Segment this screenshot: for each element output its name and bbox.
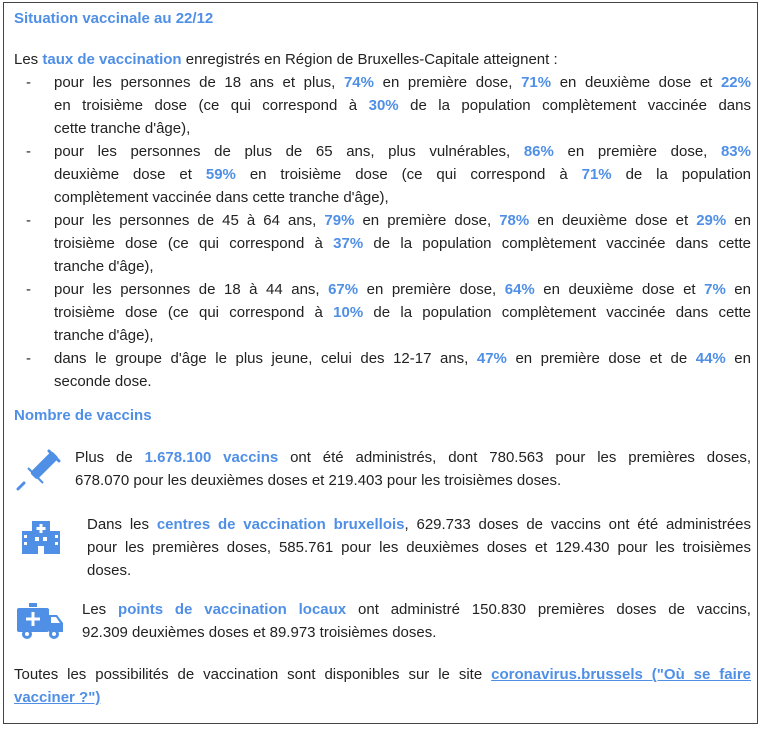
list-item-3-line-1: pour les personnes de 45 à 64 ans, 79% en première dose, 78% en deuxième dose et 29% en [54,212,751,229]
highlight: 71% [521,74,552,91]
coronavirus-brussels-link-continued[interactable]: vacciner ?") [14,689,101,706]
intro-line: Les taux de vaccination enregistrés en Région de Bruxelles-Capitale atteignent : [14,51,558,68]
vaccination-document [3,2,758,724]
highlight: centres de vaccination bruxellois [156,516,405,533]
highlight: 22% [720,74,751,91]
highlight: 47% [476,350,507,367]
highlight: 7% [704,281,726,298]
highlight: 64% [504,281,535,298]
footer-line-2 [14,689,100,706]
ambulance-line-2: 92.309 deuxièmes doses et 89.973 troisièmes doses. [82,624,437,641]
situation-title: Situation vaccinale au 22/12 [14,10,214,27]
highlight: 59% [205,166,236,183]
highlight: 67% [328,281,359,298]
list-item-1-line-1: pour les personnes de 18 ans et plus, 74% en première dose, 71% en deuxième dose et 22% [54,74,751,91]
highlight: 1.678.100 vaccins [144,449,279,466]
ambulance-line-1: Les points de vaccination locaux ont administré 150.830 premières doses de vaccins, [82,601,751,618]
list-dash: - [26,143,31,160]
list-item-4-line-3: tranche d'âge), [54,327,154,344]
list-dash: - [26,281,31,298]
highlight: 30% [368,97,399,114]
list-item-2-line-1: pour les personnes de plus de 65 ans, plus vulnérables, 86% en première dose, 83% [54,143,751,160]
list-dash: - [26,212,31,229]
list-item-5-line-2: seconde dose. [54,373,152,390]
list-item-2-line-2: deuxième dose et 59% en troisième dose (ce qui correspond à 71% de la population [54,166,752,183]
highlight: 71% [581,166,612,183]
list-dash: - [26,74,31,91]
coronavirus-brussels-link[interactable]: coronavirus.brussels ("Où se faire [491,666,751,683]
list-item-4-line-1: pour les personnes de 18 à 44 ans, 67% en première dose, 64% en deuxième dose et 7% en [54,281,751,298]
highlight: 37% [333,235,364,252]
syringe-line-2: 678.070 pour les deuxièmes doses et 219.403 pour les troisièmes doses. [75,472,562,489]
highlight: points de vaccination locaux [118,601,347,618]
vaccins-title: Nombre de vaccins [14,407,152,424]
list-item-3-line-3: tranche d'âge), [54,258,154,275]
list-item-4-line-2: troisième dose (ce qui correspond à 10% de la population complètement vaccinée dans cette [54,304,751,321]
footer-line-1: Toutes les possibilités de vaccination sont disponibles sur le site coronavirus.brussels ("Où se faire [14,666,751,683]
highlight: 83% [720,143,751,160]
highlight: taux de vaccination [42,51,182,68]
highlight: 29% [696,212,727,229]
syringe-icon [16,449,62,491]
building-line-3: doses. [87,562,132,579]
list-item-5-line-1: dans le groupe d'âge le plus jeune, celui des 12-17 ans, 47% en première dose et de 44% en [54,350,751,367]
highlight: 74% [343,74,374,91]
highlight: 44% [695,350,726,367]
syringe-line-1: Plus de 1.678.100 vaccins ont été administrés, dont 780.563 pour les premières doses, [75,449,751,466]
highlight: 78% [499,212,530,229]
list-item-1-line-3: cette tranche d'âge), [54,120,191,137]
list-dash: - [26,350,31,367]
highlight: 79% [324,212,355,229]
highlight: 10% [333,304,364,321]
ambulance-icon [15,603,65,641]
list-item-3-line-2: troisième dose (ce qui correspond à 37% de la population complètement vaccinée dans cette [54,235,751,252]
building-line-2: pour les premières doses, 585.761 pour les deuxièmes doses et 129.430 pour les troisièmes [87,539,751,556]
list-item-1-line-2: en troisième dose (ce qui correspond à 30% de la population complètement vaccinée dans [54,97,751,114]
list-item-2-line-3: complètement vaccinée dans cette tranche d'âge), [54,189,389,206]
building-line-1: Dans les centres de vaccination bruxellois, 629.733 doses de vaccins ont été administrées [87,516,752,533]
highlight: 86% [523,143,554,160]
building-icon [20,518,62,554]
